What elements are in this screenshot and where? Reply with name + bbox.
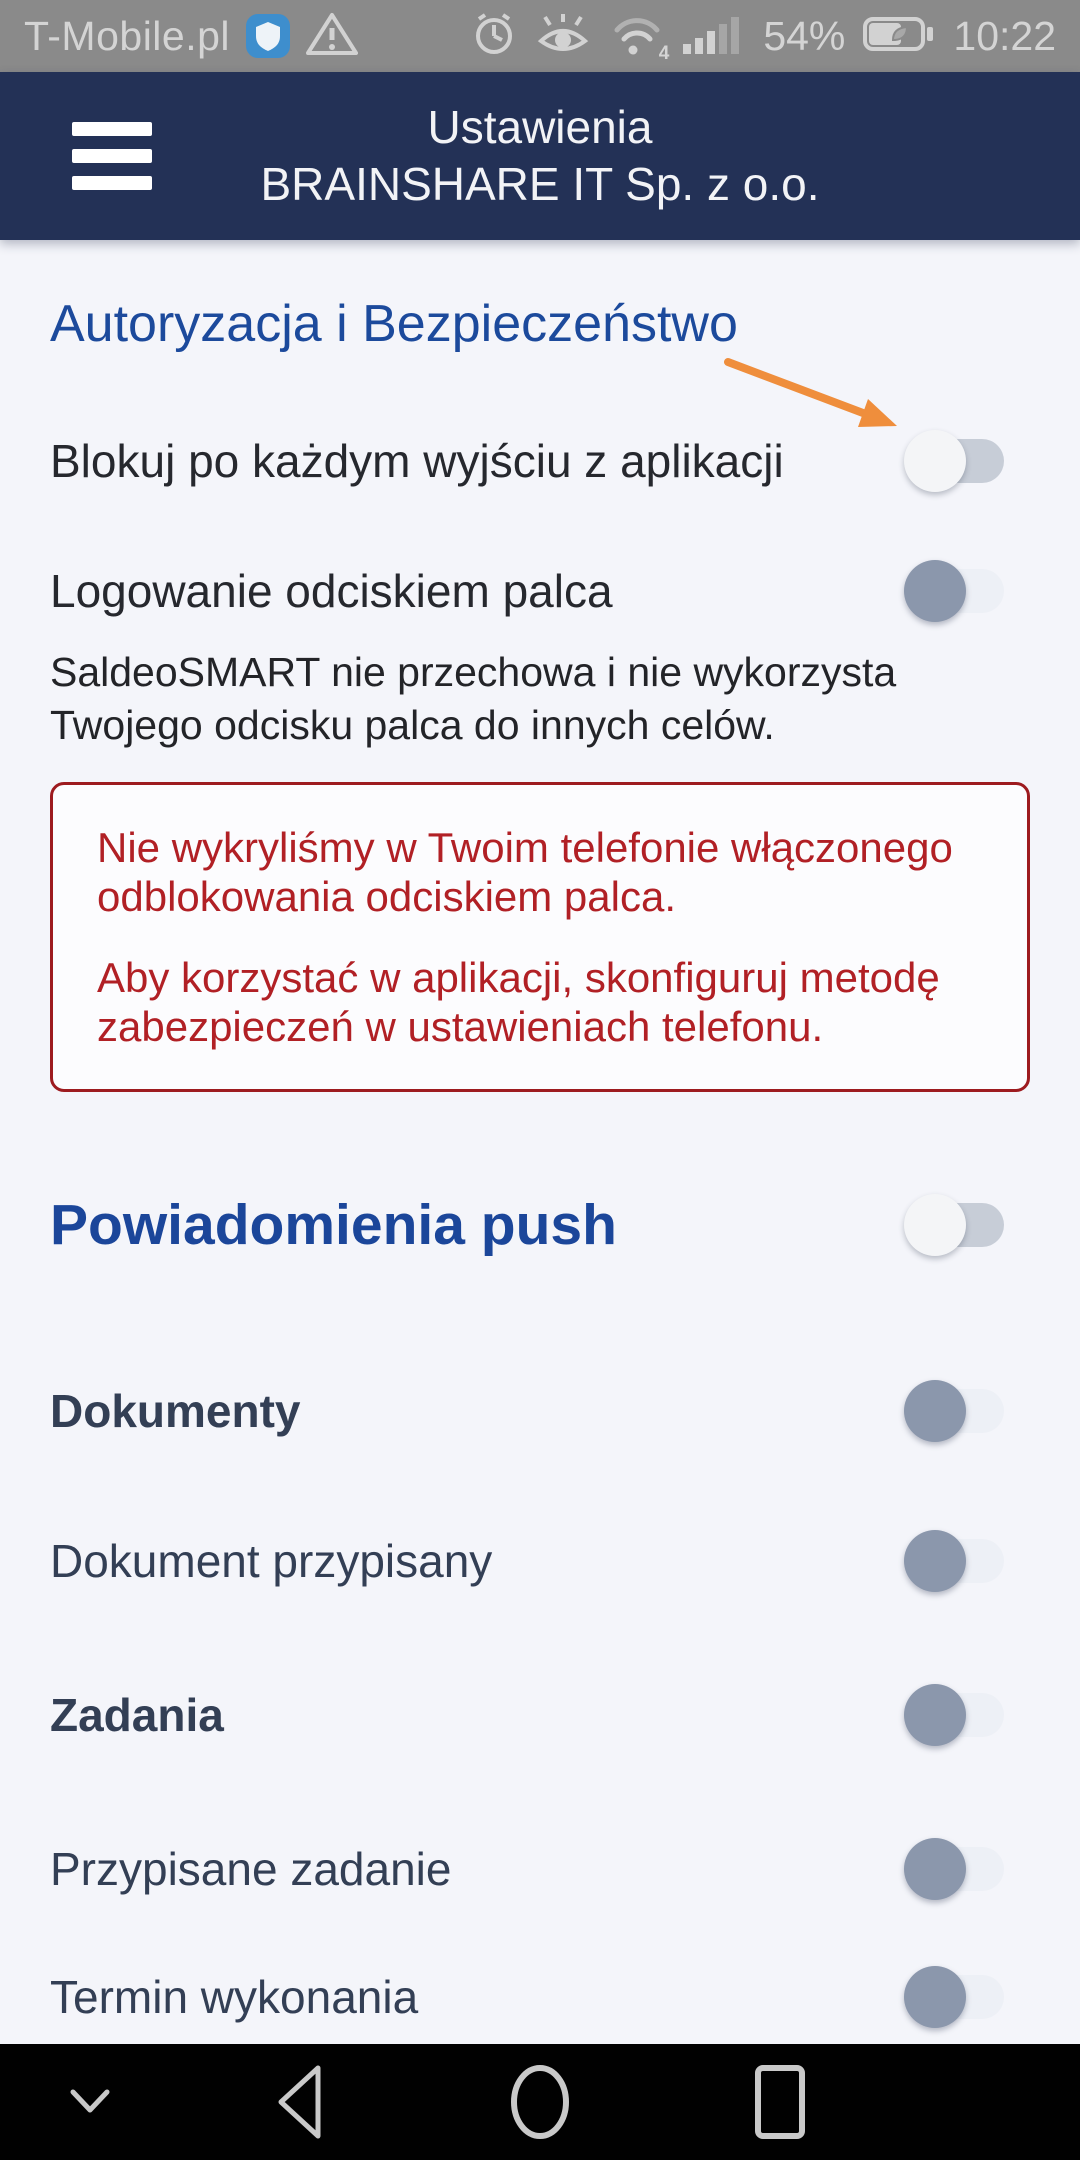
back-button-icon[interactable] <box>274 2063 326 2141</box>
shield-notification-icon <box>246 14 290 58</box>
lock-on-exit-toggle[interactable] <box>904 429 1004 493</box>
row-fingerprint-login <box>50 558 1030 624</box>
due-date-toggle[interactable] <box>904 1965 1004 2029</box>
document-assigned-toggle[interactable] <box>904 1529 1004 1593</box>
fingerprint-privacy-note: SaldeoSMART nie przechowa i nie wykorzysta Twojego odcisku palca do innych celów. <box>50 649 897 748</box>
home-button-icon[interactable] <box>508 2062 572 2142</box>
row-push-notifications <box>50 1192 1030 1258</box>
eye-comfort-icon <box>535 11 591 62</box>
page-title-line2: BRAINSHARE IT Sp. z o.o. <box>260 158 820 210</box>
android-nav-bar <box>0 2044 1080 2160</box>
row-due-date <box>50 1964 1030 2030</box>
settings-content <box>0 294 1080 2030</box>
status-bar <box>0 0 1080 72</box>
row-tasks <box>50 1682 1030 1748</box>
lock-on-exit-label: Blokuj po każdym wyjściu z aplikacji <box>50 435 784 487</box>
recents-button-icon[interactable] <box>753 2063 807 2141</box>
hide-navbar-chevron-icon[interactable] <box>61 2087 119 2117</box>
battery-percent-label: 54% <box>763 12 846 59</box>
row-document-assigned <box>50 1528 1030 1594</box>
push-notifications-toggle[interactable] <box>904 1193 1004 1257</box>
section-header-security: Autoryzacja i Bezpieczeństwo <box>50 295 738 353</box>
tasks-toggle[interactable] <box>904 1683 1004 1747</box>
due-date-label: Termin wykonania <box>50 1971 419 2023</box>
task-assigned-toggle[interactable] <box>904 1837 1004 1901</box>
fingerprint-login-toggle[interactable] <box>904 559 1004 623</box>
clock-label: 10:22 <box>953 12 1056 59</box>
warning-triangle-icon <box>306 11 358 62</box>
row-task-assigned <box>50 1836 1030 1902</box>
fingerprint-warning-box <box>50 782 1030 1092</box>
fingerprint-login-label: Logowanie odciskiem palca <box>50 565 613 617</box>
page-title <box>260 99 819 213</box>
battery-saver-icon <box>863 14 935 59</box>
documents-label: Dokumenty <box>50 1385 301 1437</box>
document-assigned-label: Dokument przypisany <box>50 1535 493 1587</box>
warning-paragraph-2: Aby korzystać w aplikacji, skonfiguruj metodę zabezpieczeń w ustawieniach telefonu. <box>97 954 940 1050</box>
app-bar <box>0 72 1080 240</box>
page-title-line1: Ustawienia <box>427 101 653 153</box>
wifi-icon <box>609 10 670 64</box>
tasks-label: Zadania <box>50 1689 224 1741</box>
signal-bars-icon <box>683 12 745 61</box>
wifi-generation-badge: 4 <box>658 42 670 64</box>
push-notifications-header: Powiadomienia push <box>50 1193 617 1257</box>
warning-paragraph-1: Nie wykryliśmy w Twoim telefonie włączonego odblokowania odciskiem palca. <box>97 824 953 920</box>
carrier-label: T-Mobile.pl <box>24 12 231 59</box>
row-lock-on-exit <box>50 428 1030 494</box>
hamburger-menu-button[interactable] <box>72 122 152 190</box>
documents-toggle[interactable] <box>904 1379 1004 1443</box>
task-assigned-label: Przypisane zadanie <box>50 1843 452 1895</box>
row-documents <box>50 1378 1030 1444</box>
alarm-icon <box>471 11 517 62</box>
